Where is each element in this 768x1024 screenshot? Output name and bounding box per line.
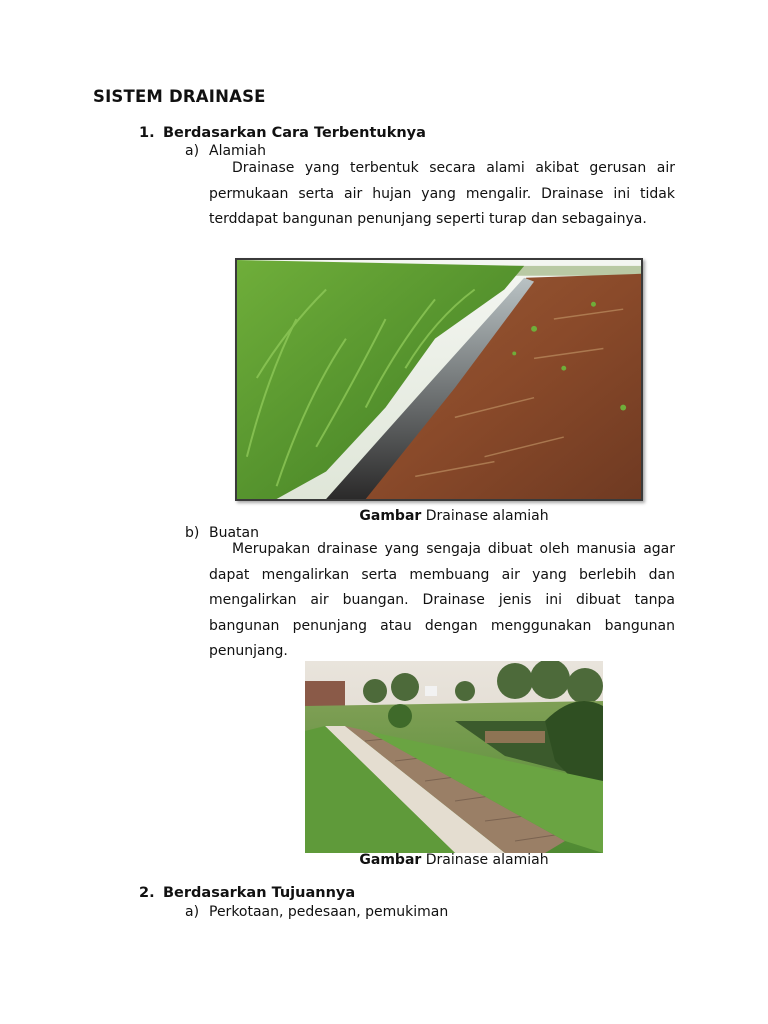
subsection-letter: a) (185, 143, 200, 159)
section-heading-2 (139, 885, 355, 901)
subsection-perkotaan (185, 904, 448, 920)
document-title: SISTEM DRAINASE (93, 87, 266, 106)
natural-drainage-photo (235, 258, 643, 501)
caption-label: Gambar (359, 852, 422, 868)
caption-text: Drainase alamiah (421, 852, 549, 868)
subsection-letter: b) (185, 525, 200, 541)
figure-caption-alamiah (200, 508, 708, 524)
subsection-label: Buatan (209, 525, 259, 541)
subsection-label: Alamiah (209, 143, 267, 159)
built-drainage-photo (305, 661, 603, 853)
paragraph-buatan: Merupakan drainase yang sengaja dibuat oleh manusia agar dapat mengalirkan serta membuang air yang berlebih dan mengalirkan air buangan. Drainase jenis ini dibuat tanpa bangunan penunjang atau dengan menggunakan bangunan penunjang. (209, 541, 675, 659)
subsection-label: Perkotaan, pedesaan, pemukiman (209, 904, 449, 920)
subsection-letter: a) (185, 904, 200, 920)
section-heading-1 (139, 125, 426, 141)
caption-text: Drainase alamiah (421, 508, 549, 524)
section-number: 1. (139, 125, 155, 141)
caption-label: Gambar (359, 508, 422, 524)
section-heading-text: Berdasarkan Tujuannya (163, 885, 356, 901)
section-heading-text: Berdasarkan Cara Terbentuknya (163, 125, 426, 141)
paragraph-alamiah: Drainase yang terbentuk secara alami akibat gerusan air permukaan serta air hujan yang mengalir. Drainase ini tidak terddapat bangunan penunjang seperti turap dan sebagainya. (209, 160, 675, 227)
section-number: 2. (139, 885, 155, 901)
figure-caption-buatan (200, 852, 708, 868)
